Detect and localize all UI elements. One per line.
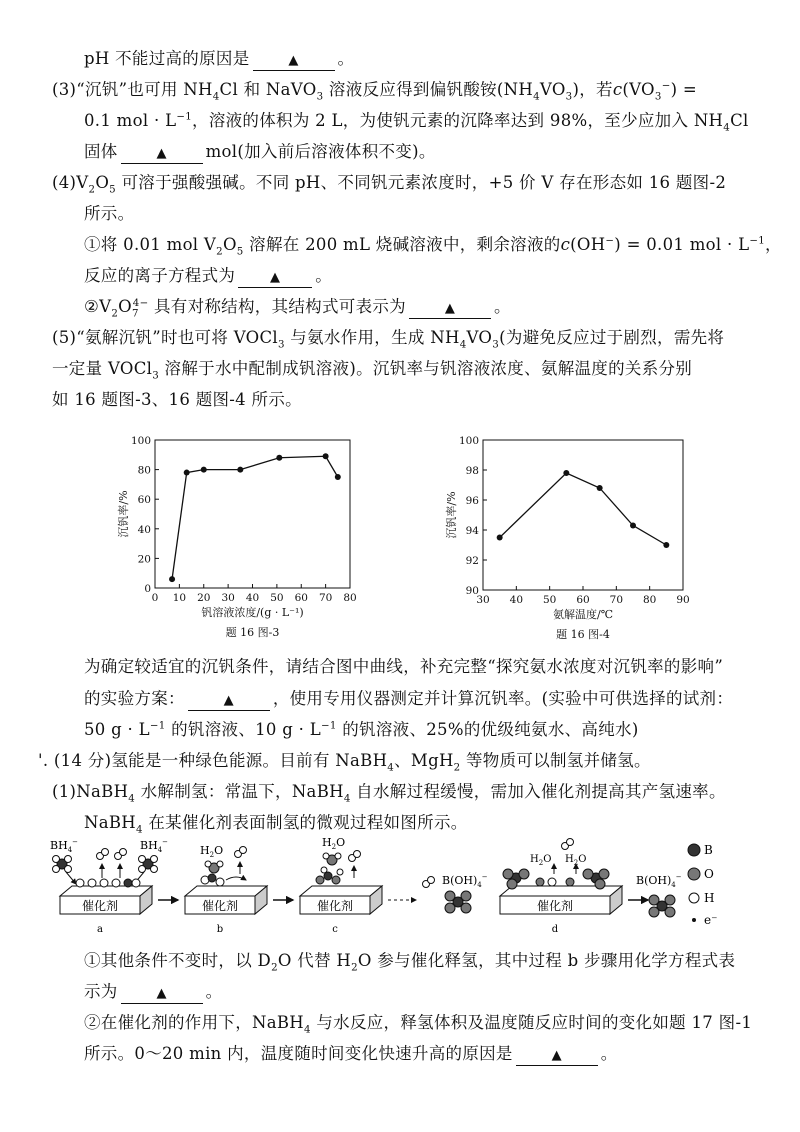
y-tick-label: 90 (465, 585, 479, 597)
x-tick-label: 70 (318, 592, 333, 604)
y-axis-label: 沉钒率/% (117, 490, 130, 538)
chart-16-3-svg (110, 428, 370, 648)
q16-3-line-3: 固体 ▲ mol(加入前后溶液体积不变)。 (84, 141, 436, 164)
q17-line-2: (1)NaBH$_4$ 水解制氢：常温下，NaBH$_4$ 自水解过程缓慢，需加入催化剂提高其产氢速率。 (52, 782, 726, 805)
q17-1-sub1-line-2: 示为 ▲ 。 (84, 981, 222, 1004)
catalyst-label: 催化剂 (316, 899, 354, 913)
y-tick-label: 94 (465, 525, 479, 537)
bh4-molecule-icon (139, 856, 158, 873)
panel-c (300, 836, 382, 935)
answer-blank[interactable]: ▲ (409, 298, 491, 319)
h2-molecule-icon (115, 849, 127, 860)
q16-5-line-1: (5)“氨解沉钒”时也可将 VOCl$_3$ 与氨水作用，生成 $NH_4VO_3$(为避免反应过于剧烈，需先将 (52, 328, 725, 351)
boh4-label: $B(OH)_4^-$ (442, 873, 488, 889)
h2-molecule-icon (97, 849, 109, 860)
h2o-label: $H_2O$ (530, 854, 552, 867)
x-tick-label: 10 (172, 592, 187, 604)
data-point (597, 485, 603, 491)
x-tick-label: 70 (609, 594, 624, 606)
h2o-molecule-icon (205, 861, 223, 873)
bh4-label: $BH_4^-$ (50, 838, 79, 854)
x-tick-label: 50 (270, 592, 284, 604)
x-tick-label: 80 (642, 594, 657, 606)
chart-16-4 (428, 428, 708, 648)
h2o-molecule-icon (323, 853, 341, 865)
bh4-molecule-icon (53, 856, 72, 873)
h2-molecule-icon (562, 839, 574, 850)
h2o-label: $H_2O$ (200, 844, 224, 859)
y-tick-label: 100 (458, 435, 479, 447)
q16-4-line-1: $(4)V_2O_5$ 可溶于强酸强碱。不同 pH、不同钒元素浓度时，+5 价 V 存在形态如 16 题图-2 (52, 173, 727, 196)
electron-icon (692, 918, 696, 922)
catalyst-label: 催化剂 (81, 899, 119, 913)
data-point (169, 576, 175, 582)
x-axis-label: 钒溶液浓度/(g · L⁻¹) (201, 606, 304, 619)
panel-d (500, 839, 622, 936)
y-tick-label: 98 (465, 465, 479, 477)
data-point (663, 542, 669, 548)
h2-molecule-icon (349, 851, 361, 862)
x-tick-label: 60 (576, 594, 590, 606)
step-label-d: d (551, 924, 559, 935)
q16-5-line-2: 一定量 VOCl$_3$ 溶解于水中配制成钒溶液)。沉钒率与钒溶液浓度、氨解温度的关系分别 (52, 359, 693, 382)
y-tick-label: 40 (137, 523, 151, 536)
y-axis-label: 沉钒率/% (445, 491, 458, 539)
step-label-c: c (332, 924, 338, 935)
x-tick-label: 30 (221, 592, 235, 604)
chart-caption: 题 16 图-4 (556, 628, 610, 641)
h2-molecule-icon (423, 877, 435, 888)
chart-caption: 题 16 图-3 (225, 626, 280, 639)
boh4-molecule-icon (649, 895, 675, 917)
data-point (563, 470, 569, 476)
data-point (276, 455, 282, 461)
chart-16-3 (110, 428, 370, 648)
x-tick-label: 90 (676, 594, 690, 606)
series-line (172, 456, 338, 579)
y-tick-label: 20 (137, 553, 151, 566)
data-point (323, 453, 329, 459)
boron-atom-icon (688, 844, 700, 856)
q16-4-sub1-line-2: 反应的离子方程式为 ▲ 。 (84, 265, 332, 288)
y-tick-label: 92 (465, 555, 479, 567)
x-tick-label: 30 (476, 594, 490, 606)
q16-5-line-3: 如 16 题图-3、16 题图-4 所示。 (52, 390, 302, 409)
catalyst-label: 催化剂 (536, 899, 574, 913)
y-tick-label: 96 (465, 495, 479, 507)
hydrogen-atom-icon (689, 893, 699, 903)
plot-frame (155, 440, 350, 588)
x-axis-label: 氨解温度/℃ (552, 608, 614, 621)
x-tick-label: 80 (343, 592, 357, 604)
q16-line-1: pH 不能过高的原因是 ▲ 。 (84, 48, 354, 71)
plot-frame (483, 440, 683, 590)
q17-1-sub2-line-1: ②在催化剂的作用下，NaBH$_4$ 与水反应，释氢体积及温度随反应时间的变化如题 17 图-1 (84, 1013, 753, 1036)
boh4-molecule-icon (445, 891, 471, 913)
x-tick-label: 40 (245, 592, 260, 604)
x-tick-label: 20 (197, 592, 211, 604)
chart-16-4-svg (428, 428, 708, 648)
answer-blank[interactable]: ▲ (121, 143, 203, 164)
q16-4-line-2: 所示。 (84, 204, 135, 223)
q17-1-sub2-line-2: 所示。0～20 min 内，温度随时间变化快速升高的原因是 ▲ 。 (84, 1043, 618, 1066)
q16-after-line-2: 的实验方案： ▲ ，使用专用仪器测定并计算沉钒率。(实验中可供选择的试剂： (84, 688, 733, 711)
legend-h: H (704, 891, 715, 905)
q16-after-line-3: 50 $g \cdot L^{-1}$ 的钒溶液、10 $g \cdot L^{-1}$ 的钒溶液、25%的优级纯氨水、高纯水) (84, 720, 639, 739)
q16-4-sub2-line: $②V_2O_7^{4-}$ 具有对称结构，其结构式可表示为 ▲ 。 (84, 297, 511, 320)
answer-blank[interactable]: ▲ (238, 267, 312, 288)
data-point (201, 467, 207, 473)
x-tick-label: 60 (294, 592, 308, 604)
answer-blank[interactable]: ▲ (516, 1045, 598, 1066)
oxygen-atom-icon (688, 868, 700, 880)
legend-e: e⁻ (704, 913, 718, 927)
answer-blank[interactable]: ▲ (188, 690, 270, 711)
q17-line-1: '. (14 分)氢能是一种绿色能源。目前有 NaBH$_4$、MgH$_2$ 等物质可以制氢并储氢。 (38, 751, 651, 774)
atom-legend (684, 834, 774, 944)
step-label-a: a (97, 924, 103, 935)
data-point (237, 467, 243, 473)
answer-blank[interactable]: ▲ (121, 983, 203, 1004)
answer-blank[interactable]: ▲ (253, 50, 335, 71)
step-label-b: b (216, 924, 224, 935)
y-tick-label: 60 (137, 494, 151, 507)
panel-b (185, 844, 267, 935)
catalysis-scheme (40, 834, 740, 944)
data-point (335, 474, 341, 480)
y-tick-label: 80 (137, 464, 151, 477)
data-point (497, 535, 503, 541)
y-tick-label: 0 (144, 583, 151, 595)
x-tick-label: 50 (542, 594, 557, 606)
h2-molecule-icon (235, 847, 247, 858)
legend-b: B (704, 843, 713, 857)
series-line (500, 473, 667, 545)
panel-a (50, 838, 168, 935)
q16-3-line-1: (3)“沉钒”也可用 $NH_4Cl$ 和 NaVO$_3$ 溶液反应得到偏钒酸铵$(NH_4VO_3)$，若$c(VO_3^-)$ = (52, 80, 697, 103)
y-tick-label: 100 (130, 435, 151, 447)
legend-o: O (704, 867, 714, 881)
h2o-label: $H_2O$ (565, 854, 587, 867)
catalyst-label: 催化剂 (201, 899, 239, 913)
q16-4-sub1-line-1: ①将 0.01 mol $V_2O_5$ 溶解在 200 mL 烧碱溶液中，剩余溶液的c(OH−) = 0.01 mol · $L^{-1}$， (84, 235, 782, 258)
q16-3-line-2: 0.1 mol · $L^{-1}$，溶液的体积为 2 L，为使钒元素的沉降率达到 98%，至少应加入 $NH_4Cl$ (84, 111, 749, 134)
boh4-label: $B(OH)_4^-$ (636, 873, 682, 889)
x-tick-label: 0 (151, 592, 159, 604)
x-tick-label: 40 (509, 594, 524, 606)
q17-line-3: NaBH$_4$ 在某催化剂表面制氢的微观过程如图所示。 (84, 813, 468, 836)
data-point (184, 470, 190, 476)
bh4-label: $BH_4^-$ (140, 838, 169, 854)
data-point (630, 523, 636, 529)
h2o-label: $H_2O$ (322, 836, 346, 851)
q17-1-sub1-line-1: ①其他条件不变时，以 $D_2O$ 代替 $H_2O$ 参与催化释氢，其中过程 b 步骤用化学方程式表 (84, 951, 736, 974)
q16-after-line-1: 为确定较适宜的沉钒条件，请结合图中曲线，补充完整“探究氨水浓度对沉钒率的影响” (84, 657, 724, 676)
